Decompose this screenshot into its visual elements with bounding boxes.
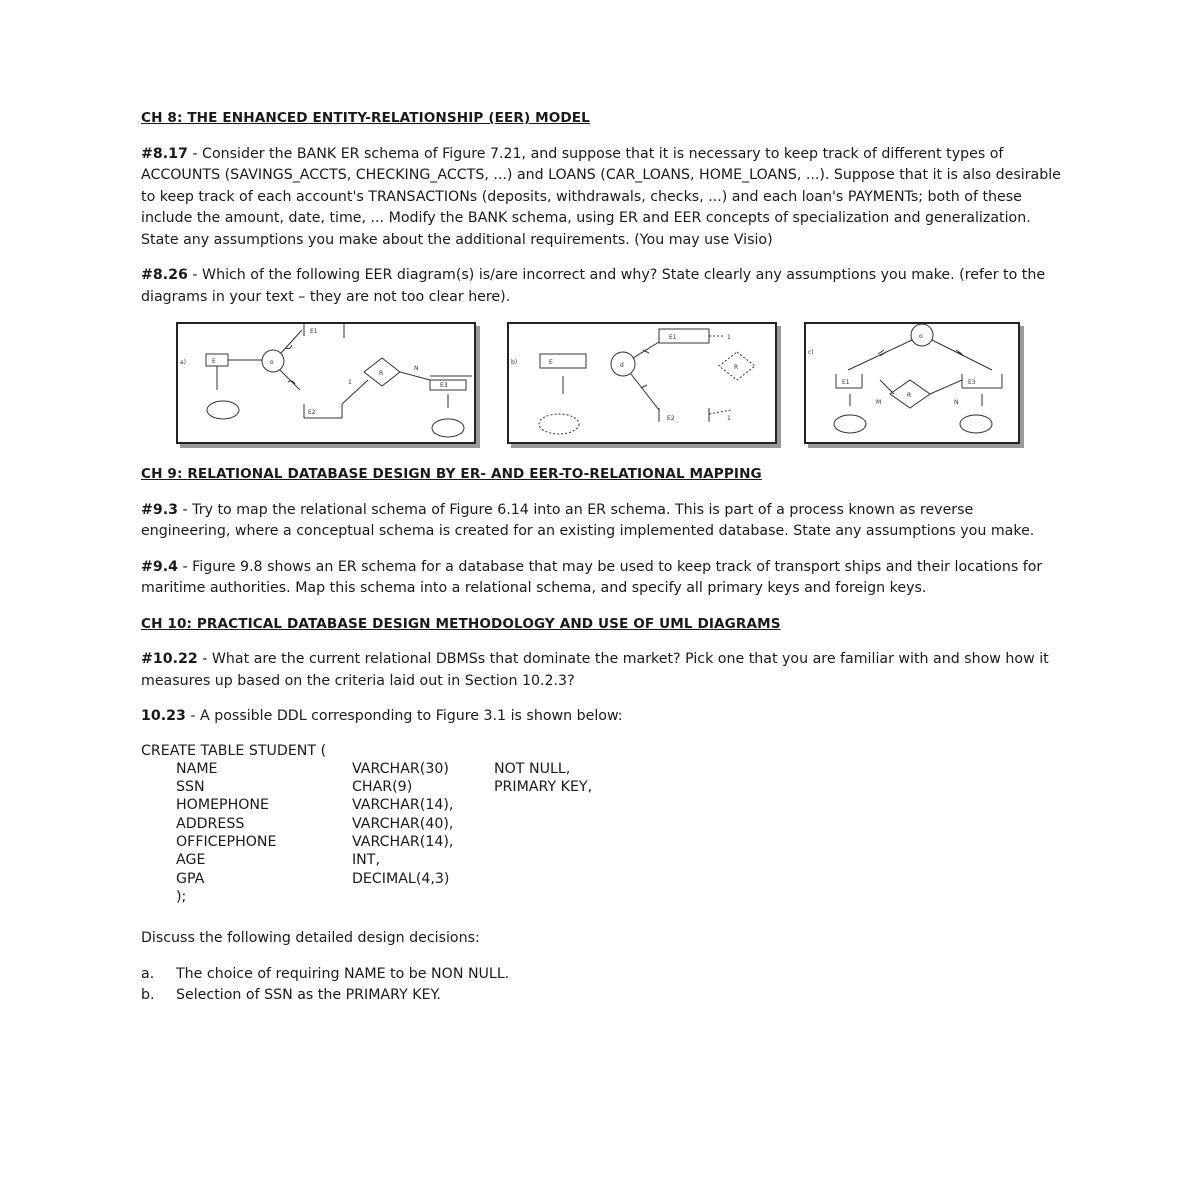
question-10-23-text: - A possible DDL corresponding to Figure 3.1 is shown below: — [185, 708, 623, 724]
question-8-26 — [141, 265, 1061, 308]
question-9-4 — [141, 557, 1061, 600]
list-text: Selection of SSN as the PRIMARY KEY. — [176, 987, 441, 1004]
diagram-a-rel-label: R — [379, 370, 384, 377]
ddl-column-type: VARCHAR(14), — [352, 833, 454, 850]
document-page — [141, 108, 1061, 1007]
question-8-17 — [141, 144, 1061, 252]
ddl-row — [141, 815, 1061, 833]
question-8-17-label: #8.17 — [141, 145, 188, 162]
diagram-b-entity-label: E — [549, 359, 553, 366]
ddl-row — [141, 833, 1061, 851]
list-marker: b. — [141, 987, 155, 1004]
diagram-c-sub2-label: E3 — [968, 379, 976, 386]
ddl-row — [141, 796, 1061, 814]
ddl-close-line — [141, 888, 1061, 906]
diagram-a-circle-label: o — [270, 359, 274, 366]
question-9-3-label: #9.3 — [141, 501, 179, 518]
diagram-c-card-n: N — [954, 399, 959, 406]
diagram-a-sub1-label: E1 — [310, 328, 318, 335]
diagram-c-rel-label: R — [907, 392, 912, 399]
diagram-b-sub2-rel-b — [709, 410, 731, 414]
diagram-a-attribute-2 — [432, 419, 464, 437]
diagram-a-entity — [206, 354, 228, 366]
ddl-column-constraint: PRIMARY KEY, — [494, 779, 593, 796]
diagram-a-entity-label: E — [212, 358, 216, 365]
diagram-a-attribute-1 — [207, 401, 239, 419]
question-10-22-text: - What are the current relational DBMSs that dominate the market? Pick one that you are familiar with and show how it measures up based on the criteria laid out in Section 10.2.3? — [141, 651, 1049, 689]
ddl-column-type: CHAR(9) — [352, 779, 413, 796]
diagram-b-entity — [540, 354, 586, 368]
discuss-intro: Discuss the following detailed design decisions: — [141, 930, 480, 947]
question-10-23-label: 10.23 — [141, 708, 186, 724]
ddl-block — [141, 742, 1061, 907]
diagram-a-tag: a) — [180, 359, 187, 366]
diagram-c-sub1-label: E1 — [842, 379, 850, 386]
ch9-heading: CH 9: RELATIONAL DATABASE DESIGN BY ER- AND EER-TO-RELATIONAL MAPPING — [141, 466, 762, 482]
ddl-column-type: DECIMAL(4,3) — [352, 870, 450, 887]
diagram-a-card-n: N — [414, 365, 419, 372]
list-item — [141, 985, 1061, 1007]
diagram-a-card-1: 1 — [348, 379, 352, 386]
question-8-26-text: - Which of the following EER diagram(s) is/are incorrect and why? State clearly any assumptions you make. (refer to the diagrams in your text – they are not too clear here). — [141, 267, 1046, 305]
design-decisions-list — [141, 964, 1061, 1007]
question-10-22-label: #10.22 — [141, 651, 198, 667]
ddl-column-name: HOMEPHONE — [176, 797, 270, 814]
ddl-column-constraint: NOT NULL, — [494, 760, 571, 777]
diagram-a-sub2-link — [280, 370, 300, 390]
diagram-b-tag: b) — [511, 359, 518, 366]
ddl-column-type: VARCHAR(30) — [352, 760, 449, 777]
question-8-26-label: #8.26 — [141, 267, 188, 283]
diagram-a-entity-3-label: E3 — [440, 382, 448, 389]
question-10-23 — [141, 706, 1061, 728]
ddl-column-type: VARCHAR(40), — [352, 815, 454, 832]
diagram-b-rel-label: R — [734, 364, 739, 371]
question-9-4-label: #9.4 — [141, 558, 179, 575]
diagram-c-card-m: M — [876, 399, 882, 406]
ddl-column-type: INT, — [352, 852, 380, 869]
ddl-row — [141, 851, 1061, 869]
question-10-22 — [141, 649, 1061, 692]
diagram-a-sub2-label: E2 — [308, 409, 316, 416]
diagram-c-attribute-2 — [960, 415, 992, 433]
diagram-c-tag: c) — [808, 349, 814, 356]
question-9-3 — [141, 500, 1061, 543]
question-8-17-text: - Consider the BANK ER schema of Figure 7.21, and suppose that it is necessary to keep track of different types of ACCOUNTS (SAVINGS_ACCTS, CHECKING_ACCTS, ...) and LOANS (CAR_LOANS, HOME_LOANS, ...). Suppose that it is also desirable to keep track of each account's TRANSACTIONs (deposits, withdrawals, checks, ...) and each loan's PAYMENTs; both of these include the amount, date, time, ... Modify the BANK schema, using ER and EER concepts of specialization and generalization. State any assumptions you make about the additional requirements. (You may use Visio) — [141, 145, 1061, 248]
diagram-a-entity-3 — [430, 380, 466, 390]
ddl-column-name: GPA — [176, 870, 205, 887]
list-item — [141, 964, 1061, 986]
question-9-4-text: - Figure 9.8 shows an ER schema for a database that may be used to keep track of transport ships and their locations for maritime authorities. Map this schema into a relational schema, and specify all primary keys and foreign keys. — [141, 558, 1043, 596]
eer-diagram-a — [176, 322, 476, 444]
diagram-b-card-1: 1 — [727, 334, 731, 341]
ddl-row — [141, 760, 1061, 778]
ddl-column-name: ADDRESS — [176, 815, 245, 832]
diagram-a-sub1-link — [281, 330, 302, 353]
ddl-column-name: AGE — [176, 852, 206, 869]
diagram-c-attribute-1 — [834, 415, 866, 433]
diagram-b-sub2-label: E2 — [667, 415, 675, 422]
question-9-3-text: - Try to map the relational schema of Figure 6.14 into an ER schema. This is part of a process known as reverse engineering, where a conceptual schema is created for an existing implemented database. State any assumptions you make. — [141, 501, 1035, 539]
ddl-column-name: SSN — [176, 779, 205, 796]
ddl-row — [141, 778, 1061, 796]
diagram-b-attribute — [539, 414, 579, 434]
list-marker: a. — [141, 965, 155, 982]
list-text: The choice of requiring NAME to be NON NULL. — [176, 965, 510, 982]
diagram-c-rel-link-2 — [930, 380, 962, 394]
ddl-create-line — [141, 742, 1061, 760]
ch10-heading: CH 10: PRACTICAL DATABASE DESIGN METHODOLOGY AND USE OF UML DIAGRAMS — [141, 615, 781, 632]
diagram-b-circle-label: d — [620, 362, 624, 369]
eer-diagram-c — [804, 322, 1020, 444]
diagram-a-rel-link-3 — [400, 372, 430, 380]
diagram-a-rel-link-2 — [342, 380, 368, 404]
diagram-c-circle-label: o — [919, 333, 923, 340]
ch8-heading: CH 8: THE ENHANCED ENTITY-RELATIONSHIP (EER) MODEL — [141, 110, 590, 126]
eer-diagram-b — [507, 322, 777, 444]
diagram-b-sub1-label: E1 — [669, 334, 677, 341]
diagram-c-sub1-link — [848, 340, 912, 370]
ddl-column-name: OFFICEPHONE — [176, 833, 277, 850]
ddl-column-name: NAME — [176, 760, 218, 777]
diagram-b-subset-mark-2 — [641, 385, 647, 388]
diagram-b-sub2-link — [631, 374, 659, 410]
ddl-close: ); — [176, 888, 187, 905]
diagram-b-sub1 — [659, 329, 709, 343]
ddl-column-type: VARCHAR(14), — [352, 797, 454, 814]
diagram-c-rel-link-1 — [880, 380, 894, 394]
diagram-b-sub1-link — [633, 342, 659, 358]
eer-diagrams — [141, 322, 1061, 450]
ddl-create: CREATE TABLE STUDENT ( — [141, 742, 327, 759]
diagram-b-card-2: 1 — [727, 415, 731, 422]
ddl-row — [141, 870, 1061, 888]
